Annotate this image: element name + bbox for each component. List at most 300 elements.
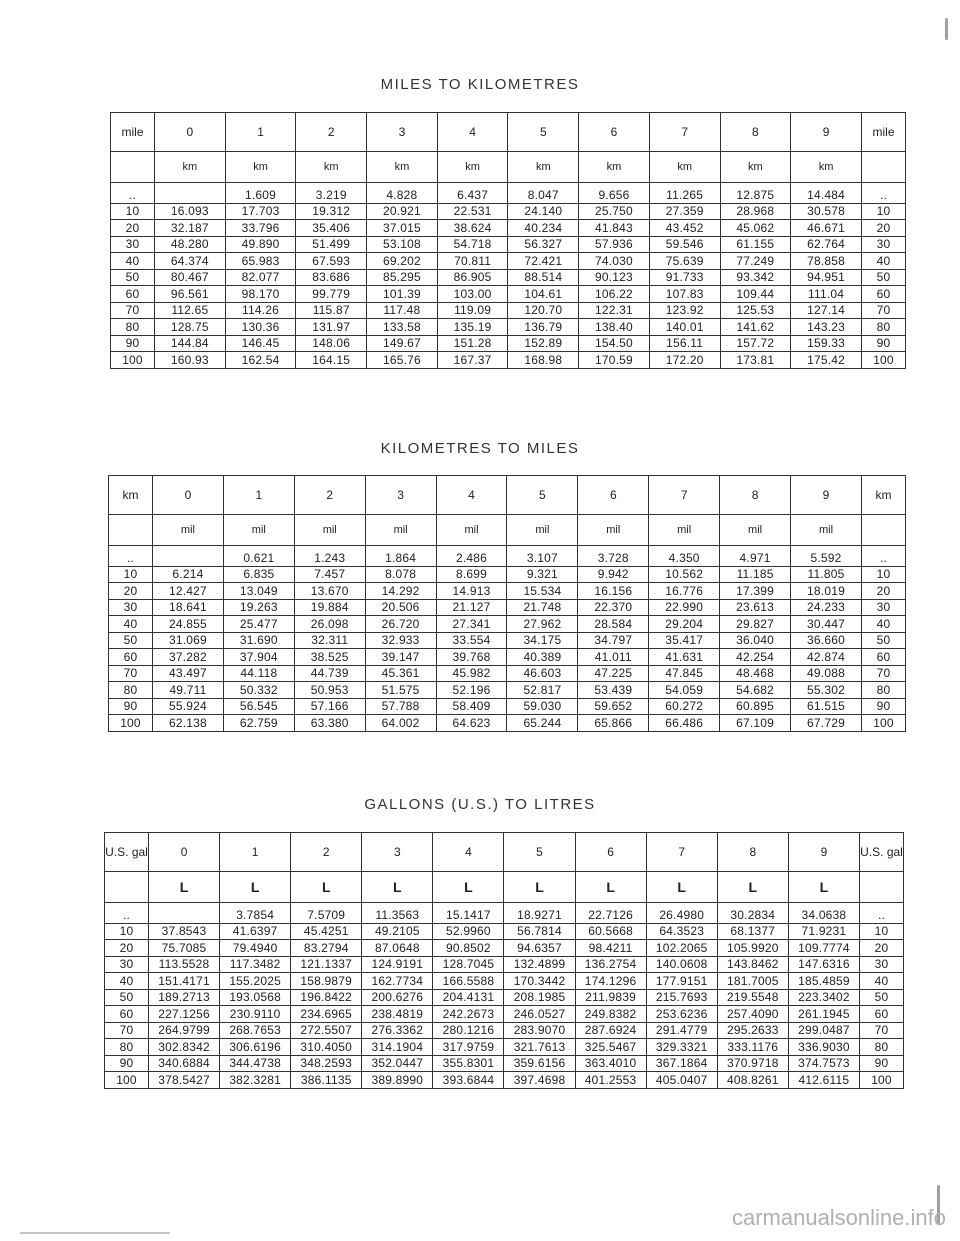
value-cell: 20.506 [365,599,436,616]
unit-row [105,872,904,903]
unit-label: L [362,872,433,903]
value-cell: 12.875 [720,183,791,204]
value-cell: 125.53 [720,302,791,319]
row-label-right: 90 [862,335,906,352]
value-cell: 30.578 [791,203,862,220]
value-cell: 321.7613 [504,1039,575,1056]
row-label-right: 20 [862,220,906,237]
table-row [109,566,906,583]
value-cell: 55.302 [791,682,862,699]
value-cell: 57.166 [294,698,365,715]
unit-label: L [788,872,859,903]
value-cell: 1.243 [294,546,365,567]
value-cell: 68.1377 [717,923,788,940]
value-cell: 152.89 [508,335,579,352]
value-cell: 120.70 [508,302,579,319]
value-cell: 149.67 [367,335,438,352]
column-digit-header: 8 [720,476,791,515]
row-label-right: 40 [860,973,904,990]
table-row [111,183,906,204]
value-cell: 4.971 [720,546,791,567]
value-cell: 18.641 [153,599,224,616]
row-label-right: 20 [862,583,906,600]
row-label-left: 10 [111,203,155,220]
value-cell: 333.1176 [717,1039,788,1056]
value-cell: 34.797 [578,632,649,649]
value-cell: 359.6156 [504,1055,575,1072]
value-cell: 47.845 [649,665,720,682]
unit-row-blank-right [860,872,904,903]
row-label-left: 80 [105,1039,149,1056]
table-row [111,319,906,336]
value-cell: 60.895 [720,698,791,715]
unit-label: km [225,152,296,183]
value-cell: 56.327 [508,236,579,253]
value-cell: 121.1337 [291,956,362,973]
value-cell: 295.2633 [717,1022,788,1039]
column-digit-header: 9 [788,833,859,872]
value-cell: 3.107 [507,546,578,567]
unit-label: L [575,872,646,903]
value-cell: 3.7854 [220,903,291,924]
value-cell [155,183,226,204]
unit-label: mil [223,515,294,546]
value-cell [153,546,224,567]
value-cell: 64.623 [436,715,507,732]
value-cell: 257.4090 [717,1006,788,1023]
value-cell: 249.8382 [575,1006,646,1023]
table-row [105,956,904,973]
value-cell: 6.835 [223,566,294,583]
row-label-right: 10 [862,203,906,220]
value-cell: 18.019 [791,583,862,600]
column-digit-header: 7 [649,476,720,515]
value-cell: 114.26 [225,302,296,319]
value-cell: 21.748 [507,599,578,616]
column-digit-header: 4 [433,833,504,872]
value-cell: 112.65 [155,302,226,319]
value-cell: 37.015 [367,220,438,237]
value-cell: 143.23 [791,319,862,336]
unit-label: km [791,152,862,183]
value-cell: 49.088 [791,665,862,682]
row-label-right: 40 [862,253,906,270]
value-cell: 11.805 [791,566,862,583]
value-cell: 105.9920 [717,940,788,957]
value-cell: 60.5668 [575,923,646,940]
table-row [105,973,904,990]
value-cell: 173.81 [720,352,791,369]
value-cell: 30.447 [791,616,862,633]
unit-label: mil [365,515,436,546]
value-cell: 405.0407 [646,1072,717,1089]
value-cell: 344.4738 [220,1055,291,1072]
value-cell: 87.0648 [362,940,433,957]
table-row [105,989,904,1006]
watermark-text: carmanualsonline.info [731,1205,946,1230]
value-cell: 19.263 [223,599,294,616]
value-cell: 208.1985 [504,989,575,1006]
column-digit-header: 6 [575,833,646,872]
row-label-left: 90 [111,335,155,352]
value-cell: 113.5528 [149,956,220,973]
value-cell: 59.652 [578,698,649,715]
value-cell: 8.047 [508,183,579,204]
value-cell: 148.06 [296,335,367,352]
value-cell: 172.20 [649,352,720,369]
value-cell: 215.7693 [646,989,717,1006]
value-cell: 13.670 [294,583,365,600]
value-cell: 174.1296 [575,973,646,990]
unit-label: mil [153,515,224,546]
value-cell: 28.968 [720,203,791,220]
row-label-left: 30 [111,236,155,253]
value-cell: 160.93 [155,352,226,369]
column-digit-header: 1 [225,113,296,152]
unit-row-blank-left [109,515,153,546]
value-cell: 26.4980 [646,903,717,924]
unit-label: km [155,152,226,183]
value-cell: 57.788 [365,698,436,715]
value-cell: 22.370 [578,599,649,616]
value-cell: 56.545 [223,698,294,715]
value-cell: 287.6924 [575,1022,646,1039]
table-row [111,203,906,220]
value-cell: 50.332 [223,682,294,699]
value-cell: 17.399 [720,583,791,600]
value-cell: 261.1945 [788,1006,859,1023]
value-cell: 67.593 [296,253,367,270]
table-row [109,546,906,567]
value-cell: 310.4050 [291,1039,362,1056]
value-cell: 352.0447 [362,1055,433,1072]
value-cell: 80.467 [155,269,226,286]
value-cell: 28.584 [578,616,649,633]
table-row [109,715,906,732]
value-cell: 32.187 [155,220,226,237]
value-cell: 106.22 [579,286,650,303]
value-cell: 43.497 [153,665,224,682]
value-cell: 128.75 [155,319,226,336]
value-cell: 122.31 [579,302,650,319]
value-cell: 23.613 [720,599,791,616]
value-cell: 35.406 [296,220,367,237]
table-row [111,253,906,270]
value-cell: 107.83 [649,286,720,303]
value-cell: 155.2025 [220,973,291,990]
row-label-left: 50 [109,632,153,649]
value-cell: 11.185 [720,566,791,583]
value-cell: 75.639 [649,253,720,270]
value-cell: 141.62 [720,319,791,336]
value-cell: 85.295 [367,269,438,286]
value-cell: 53.108 [367,236,438,253]
value-cell: 185.4859 [788,973,859,990]
table-row [109,682,906,699]
value-cell: 146.45 [225,335,296,352]
corner-label-left: km [109,476,153,515]
unit-label: mil [720,515,791,546]
value-cell: 16.776 [649,583,720,600]
value-cell: 37.282 [153,649,224,666]
column-digit-header: 9 [791,476,862,515]
row-label-right: 60 [862,649,906,666]
value-cell: 124.9191 [362,956,433,973]
value-cell: 151.28 [437,335,508,352]
value-cell: 299.0487 [788,1022,859,1039]
value-cell: 280.1216 [433,1022,504,1039]
row-label-left: .. [109,546,153,567]
table-row [109,616,906,633]
value-cell: 75.7085 [149,940,220,957]
value-cell: 136.2754 [575,956,646,973]
column-digit-header: 2 [291,833,362,872]
value-cell: 138.40 [579,319,650,336]
header-row [109,476,906,515]
value-cell: 16.093 [155,203,226,220]
table-row [105,1055,904,1072]
table-row [105,1022,904,1039]
value-cell: 61.155 [720,236,791,253]
value-cell: 19.312 [296,203,367,220]
value-cell: 7.457 [294,566,365,583]
value-cell: 38.624 [437,220,508,237]
row-label-right: 40 [862,616,906,633]
value-cell: 3.219 [296,183,367,204]
column-digit-header: 1 [223,476,294,515]
unit-label: L [291,872,362,903]
column-digit-header: 3 [367,113,438,152]
value-cell: 24.233 [791,599,862,616]
value-cell: 53.439 [578,682,649,699]
row-label-right: 30 [860,956,904,973]
unit-label: L [220,872,291,903]
value-cell: 37.904 [223,649,294,666]
row-label-right: 100 [860,1072,904,1089]
value-cell: 36.040 [720,632,791,649]
column-digit-header: 4 [436,476,507,515]
value-cell: 83.686 [296,269,367,286]
value-cell: 12.427 [153,583,224,600]
value-cell: 45.4251 [291,923,362,940]
value-cell: 7.5709 [291,903,362,924]
conversion-table-km-to-miles [108,475,906,732]
value-cell: 61.515 [791,698,862,715]
value-cell: 62.759 [223,715,294,732]
value-cell: 67.729 [791,715,862,732]
value-cell: 31.690 [223,632,294,649]
column-digit-header: 1 [220,833,291,872]
value-cell: 40.389 [507,649,578,666]
unit-label: mil [791,515,862,546]
value-cell: 227.1256 [149,1006,220,1023]
value-cell: 64.374 [155,253,226,270]
value-cell: 140.0608 [646,956,717,973]
table-row [111,352,906,369]
value-cell: 246.0527 [504,1006,575,1023]
column-digit-header: 5 [507,476,578,515]
row-label-left: 100 [109,715,153,732]
value-cell: 71.9231 [788,923,859,940]
unit-label: L [504,872,575,903]
row-label-left: .. [111,183,155,204]
value-cell: 21.127 [436,599,507,616]
value-cell: 119.09 [437,302,508,319]
value-cell: 45.062 [720,220,791,237]
column-digit-header: 4 [437,113,508,152]
value-cell: 41.6397 [220,923,291,940]
value-cell: 82.077 [225,269,296,286]
value-cell: 389.8990 [362,1072,433,1089]
value-cell: 56.7814 [504,923,575,940]
value-cell: 340.6884 [149,1055,220,1072]
value-cell: 6.214 [153,566,224,583]
value-cell: 5.592 [791,546,862,567]
value-cell: 88.514 [508,269,579,286]
value-cell: 355.8301 [433,1055,504,1072]
value-cell: 103.00 [437,286,508,303]
value-cell: 4.828 [367,183,438,204]
value-cell: 158.9879 [291,973,362,990]
header-row [105,833,904,872]
value-cell: 15.1417 [433,903,504,924]
value-cell: 62.764 [791,236,862,253]
table-row [111,220,906,237]
row-label-left: 40 [111,253,155,270]
value-cell: 17.703 [225,203,296,220]
value-cell: 59.546 [649,236,720,253]
column-digit-header: 8 [720,113,791,152]
value-cell: 29.827 [720,616,791,633]
value-cell: 14.292 [365,583,436,600]
value-cell: 234.6965 [291,1006,362,1023]
value-cell: 32.311 [294,632,365,649]
value-cell: 329.3321 [646,1039,717,1056]
column-digit-header: 3 [365,476,436,515]
corner-label-right: km [862,476,906,515]
value-cell: 77.249 [720,253,791,270]
value-cell: 11.3563 [362,903,433,924]
value-cell: 102.2065 [646,940,717,957]
value-cell: 177.9151 [646,973,717,990]
table-row [105,923,904,940]
row-label-left: 30 [105,956,149,973]
table-row [105,903,904,924]
value-cell: 238.4819 [362,1006,433,1023]
row-label-right: 100 [862,352,906,369]
value-cell: 317.9759 [433,1039,504,1056]
value-cell: 336.9030 [788,1039,859,1056]
value-cell: 128.7045 [433,956,504,973]
value-cell: 115.87 [296,302,367,319]
value-cell: 24.140 [508,203,579,220]
row-label-right: .. [860,903,904,924]
unit-label: L [646,872,717,903]
column-digit-header: 6 [579,113,650,152]
value-cell: 52.817 [507,682,578,699]
value-cell: 109.7774 [788,940,859,957]
value-cell: 48.468 [720,665,791,682]
column-digit-header: 5 [508,113,579,152]
value-cell: 25.477 [223,616,294,633]
value-cell: 52.196 [436,682,507,699]
value-cell: 58.409 [436,698,507,715]
value-cell: 111.04 [791,286,862,303]
table-row [109,599,906,616]
row-label-left: 90 [109,698,153,715]
value-cell: 147.6316 [788,956,859,973]
value-cell: 132.4899 [504,956,575,973]
value-cell: 45.361 [365,665,436,682]
unit-row [109,515,906,546]
value-cell: 19.884 [294,599,365,616]
column-digit-header: 2 [296,113,367,152]
value-cell: 175.42 [791,352,862,369]
value-cell: 272.5507 [291,1022,362,1039]
value-cell: 16.156 [578,583,649,600]
row-label-right: 80 [862,319,906,336]
unit-label: km [296,152,367,183]
unit-row-blank-right [862,152,906,183]
row-label-left: 70 [111,302,155,319]
value-cell: 27.341 [436,616,507,633]
value-cell: 401.2553 [575,1072,646,1089]
value-cell: 59.030 [507,698,578,715]
row-label-left: 60 [109,649,153,666]
value-cell: 54.059 [649,682,720,699]
corner-label-right: U.S. gal [860,833,904,872]
value-cell: 25.750 [579,203,650,220]
value-cell: 14.913 [436,583,507,600]
column-digit-header: 2 [294,476,365,515]
value-cell: 62.138 [153,715,224,732]
value-cell: 168.98 [508,352,579,369]
value-cell: 131.97 [296,319,367,336]
value-cell: 130.36 [225,319,296,336]
column-digit-header: 0 [155,113,226,152]
column-digit-header: 7 [649,113,720,152]
value-cell: 117.3482 [220,956,291,973]
value-cell: 164.15 [296,352,367,369]
value-cell: 10.562 [649,566,720,583]
value-cell: 91.733 [649,269,720,286]
value-cell: 66.486 [649,715,720,732]
row-label-left: 10 [109,566,153,583]
value-cell: 370.9718 [717,1055,788,1072]
value-cell: 140.01 [649,319,720,336]
value-cell: 268.7653 [220,1022,291,1039]
value-cell: 363.4010 [575,1055,646,1072]
value-cell: 18.9271 [504,903,575,924]
value-cell: 151.4171 [149,973,220,990]
value-cell: 397.4698 [504,1072,575,1089]
row-label-left: 80 [111,319,155,336]
value-cell: 24.855 [153,616,224,633]
value-cell: 253.6236 [646,1006,717,1023]
value-cell: 170.3442 [504,973,575,990]
value-cell: 39.768 [436,649,507,666]
value-cell: 63.380 [294,715,365,732]
table-row [109,649,906,666]
value-cell: 65.866 [578,715,649,732]
row-label-right: 90 [862,698,906,715]
row-label-right: 70 [862,665,906,682]
value-cell: 157.72 [720,335,791,352]
conversion-table-miles-to-km [110,112,906,369]
value-cell: 36.660 [791,632,862,649]
value-cell: 393.6844 [433,1072,504,1089]
value-cell: 101.39 [367,286,438,303]
